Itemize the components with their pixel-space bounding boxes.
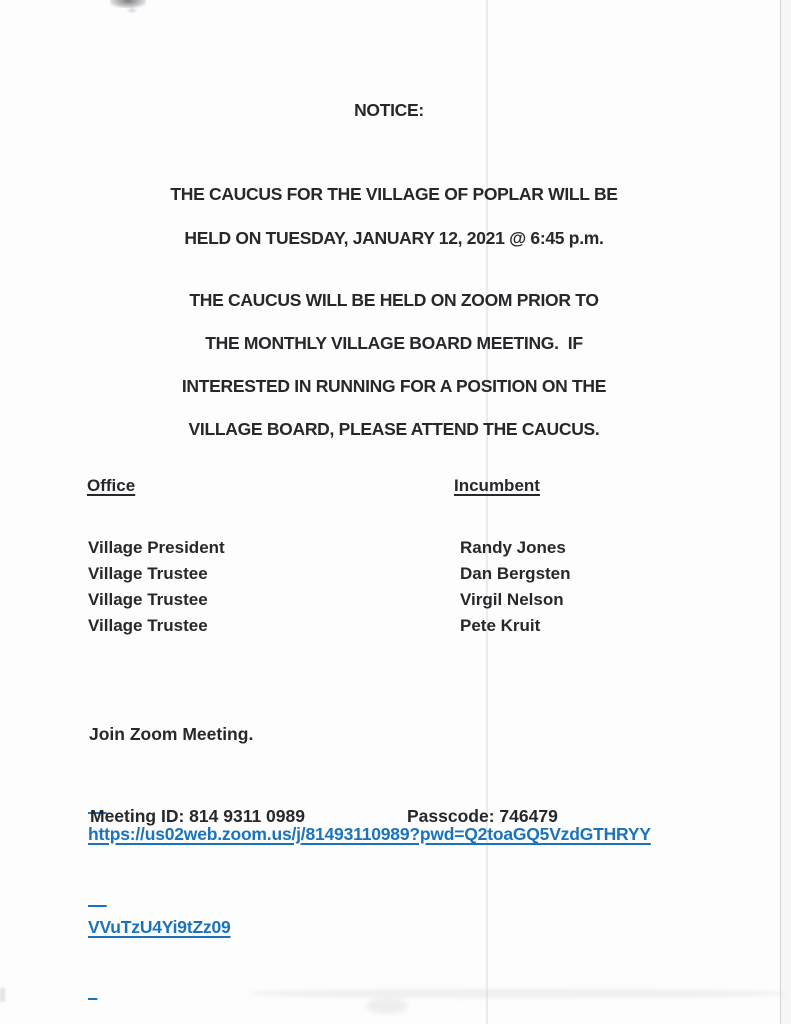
paragraph-line: HELD ON TUESDAY, JANUARY 12, 2021 @ 6:45 p.m. (184, 228, 604, 248)
table-cell-office: Village President (88, 538, 225, 557)
scan-left-edge-mark (0, 988, 5, 1002)
table-cell-incumbent: Virgil Nelson (460, 590, 564, 609)
paragraph-line: THE CAUCUS WILL BE HELD ON ZOOM PRIOR TO (189, 290, 599, 310)
scan-right-edge-line (780, 0, 781, 1024)
paragraph-line: THE CAUCUS FOR THE VILLAGE OF POPLAR WILL BE (170, 184, 618, 204)
table-cell-office: Village Trustee (88, 590, 208, 609)
paragraph-line: THE MONTHLY VILLAGE BOARD MEETING. IF (205, 333, 583, 353)
table-cell-incumbent: Randy Jones (460, 538, 566, 557)
paragraph-zoom-info (8, 279, 780, 451)
table-column-incumbent (460, 535, 571, 639)
table-header-incumbent: Incumbent (454, 476, 540, 495)
meeting-id-text: Meeting ID: 814 9311 0989 (90, 806, 305, 826)
zoom-meeting-link[interactable] (88, 757, 651, 1005)
zoom-meeting-link-line2[interactable]: VVuTzU4Yi9tZz09 (88, 917, 231, 937)
paragraph-line: VILLAGE BOARD, PLEASE ATTEND THE CAUCUS. (188, 419, 600, 439)
table-cell-incumbent: Pete Kruit (460, 616, 541, 635)
scan-right-edge-strip (781, 0, 791, 1024)
scan-smudge-top (110, 0, 146, 8)
passcode-text: Passcode: 746479 (407, 806, 558, 826)
table-header-office: Office (87, 476, 136, 495)
paragraph-caucus-date (8, 172, 780, 260)
table-cell-office: Village Trustee (88, 616, 208, 635)
scan-smudge-top-secondary (126, 6, 138, 14)
table-cell-office: Village Trustee (88, 564, 208, 583)
table-cell-incumbent: Dan Bergsten (460, 564, 571, 583)
table-column-office (88, 535, 225, 639)
paragraph-line: INTERESTED IN RUNNING FOR A POSITION ON THE (181, 376, 607, 396)
zoom-meeting-link-line1[interactable]: https://us02web.zoom.us/j/81493110989?pwd=Q2toaGQ5VzdGTHRYY (88, 824, 651, 844)
notice-title: NOTICE: (354, 100, 424, 120)
join-zoom-heading: Join Zoom Meeting. (89, 724, 254, 744)
